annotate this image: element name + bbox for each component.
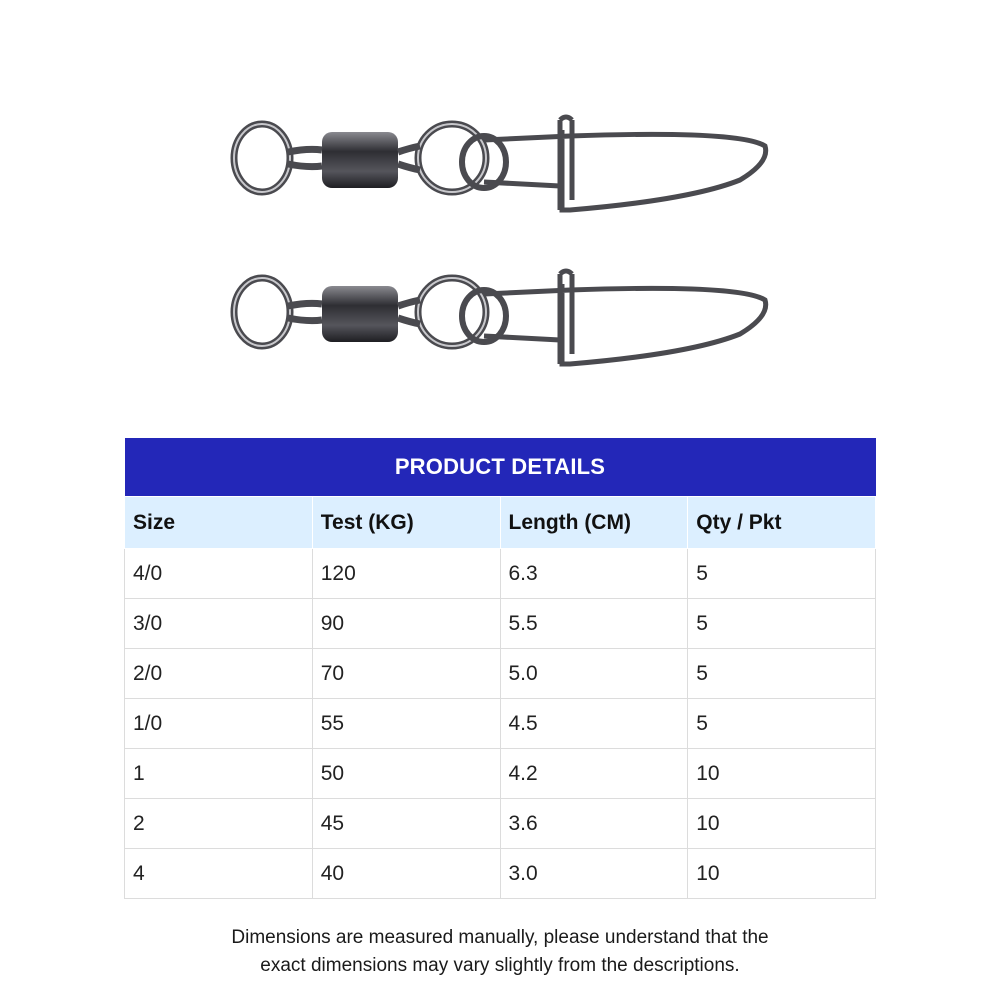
cell-size: 4 (125, 849, 313, 899)
cell-length: 3.0 (500, 849, 688, 899)
cell-size: 1/0 (125, 699, 313, 749)
cell-qty: 10 (688, 749, 876, 799)
cell-length: 5.0 (500, 649, 688, 699)
swivel-snap-large (234, 117, 766, 210)
cell-test: 55 (312, 699, 500, 749)
table-row (125, 799, 876, 849)
cell-test: 50 (312, 749, 500, 799)
disclaimer-line-2: exact dimensions may vary slightly from the descriptions. (260, 955, 740, 976)
table-row (125, 549, 876, 599)
cell-qty: 5 (688, 649, 876, 699)
table-row (125, 849, 876, 899)
table-title: PRODUCT DETAILS (125, 438, 876, 497)
cell-size: 2/0 (125, 649, 313, 699)
cell-test: 45 (312, 799, 500, 849)
table-row (125, 599, 876, 649)
dimensions-disclaimer (100, 924, 900, 980)
column-header-size: Size (125, 497, 313, 549)
cell-test: 70 (312, 649, 500, 699)
cell-size: 2 (125, 799, 313, 849)
swivel-snap-small (234, 271, 766, 364)
cell-test: 120 (312, 549, 500, 599)
cell-size: 1 (125, 749, 313, 799)
cell-length: 4.2 (500, 749, 688, 799)
cell-test: 40 (312, 849, 500, 899)
cell-size: 4/0 (125, 549, 313, 599)
table-row (125, 649, 876, 699)
cell-length: 3.6 (500, 799, 688, 849)
cell-test: 90 (312, 599, 500, 649)
cell-qty: 10 (688, 799, 876, 849)
table-row (125, 699, 876, 749)
swivel-snap-illustration (220, 100, 780, 390)
column-header-test: Test (KG) (312, 497, 500, 549)
product-image (220, 100, 780, 390)
cell-length: 5.5 (500, 599, 688, 649)
cell-qty: 5 (688, 549, 876, 599)
column-header-row (125, 497, 876, 549)
product-details-table (124, 438, 876, 899)
cell-qty: 10 (688, 849, 876, 899)
cell-length: 4.5 (500, 699, 688, 749)
cell-length: 6.3 (500, 549, 688, 599)
cell-size: 3/0 (125, 599, 313, 649)
column-header-qty: Qty / Pkt (688, 497, 876, 549)
cell-qty: 5 (688, 699, 876, 749)
table-title-row (125, 438, 876, 497)
disclaimer-line-1: Dimensions are measured manually, please understand that the (231, 927, 769, 948)
table-row (125, 749, 876, 799)
cell-qty: 5 (688, 599, 876, 649)
column-header-length: Length (CM) (500, 497, 688, 549)
